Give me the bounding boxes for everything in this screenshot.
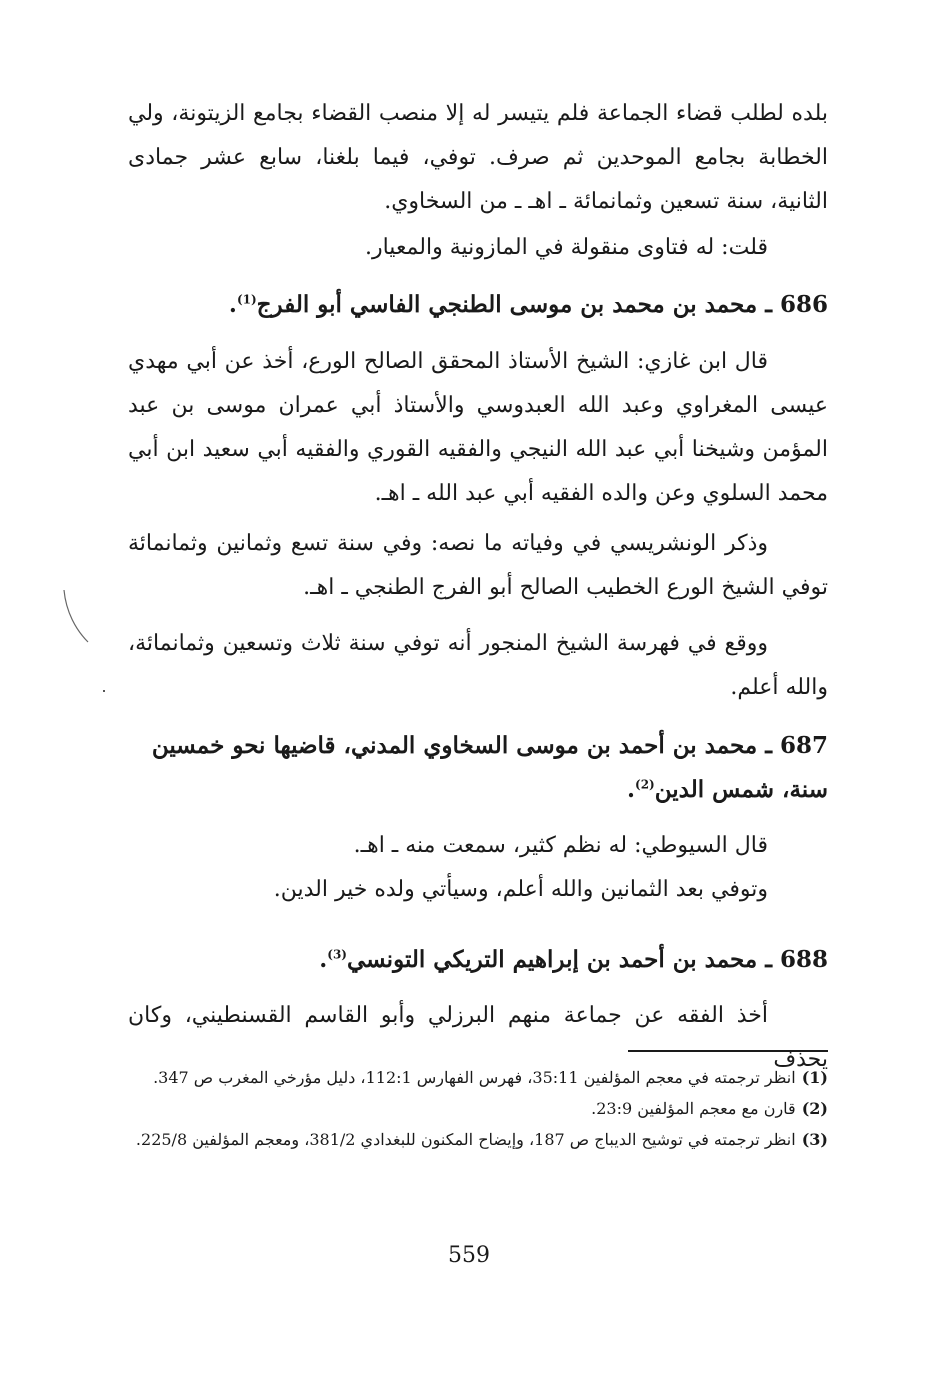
scan-artifact-mark bbox=[62, 588, 90, 644]
entry-686-heading: 686 ـ محمد بن محمد بن موسى الطنجي الفاسي أبو الفرج$^{(1)}$. bbox=[228, 291, 828, 318]
entry-688-title: ـ محمد بن أحمد بن إبراهيم التريكي التونسي bbox=[346, 946, 772, 973]
entry-688-number: 688 bbox=[779, 946, 828, 973]
entry-686-body bbox=[128, 340, 828, 516]
paragraph-4: وذكر الونشريسي في وفياته ما نصه: وفي سنة تسع وثمانين وثمانمائة توفي الشيخ الورع الخطيب الصالح أبو الفرج الطنجي ـ اهـ. bbox=[128, 531, 828, 600]
entry-686-title: ـ محمد بن محمد بن موسى الطنجي الفاسي أبو الفرج bbox=[256, 291, 772, 318]
entry-686-body-2 bbox=[128, 522, 828, 610]
paragraph-note bbox=[128, 226, 828, 270]
entry-687-footnote-ref: (2) bbox=[635, 777, 655, 792]
footnote-2-mark: (2) bbox=[801, 1099, 828, 1118]
footnote-3-text: انظر ترجمته في توشيح الديباج ص 187، وإيضاح المكنون للبغدادي 381/2، ومعجم المؤلفين 225/8. bbox=[135, 1130, 796, 1149]
paragraph-3: قال ابن غازي: الشيخ الأستاذ المحقق الصالح الورع، أخذ عن أبي مهدي عيسى المغراوي وعبد الله العبدوسي والأستاذ أبي عمران موسى بن عبد المؤمن وشيخنا أبي عبد الله النيجي والفقيه القوري والفقيه أبي سعيد ابن أبي محمد السلوي وعن والده الفقيه أبي عبد الله ـ اهـ. bbox=[128, 349, 828, 506]
footnote-3 bbox=[128, 1124, 828, 1155]
paragraph-7: وتوفي بعد الثمانين والله أعلم، وسيأتي ولده خير الدين. bbox=[273, 877, 768, 902]
scan-artifact-dot bbox=[103, 690, 105, 692]
entry-686-body-3 bbox=[128, 622, 828, 710]
entry-686-footnote-ref: (1) bbox=[236, 292, 257, 307]
entry-688-footnote-ref: (3) bbox=[327, 947, 347, 962]
page-number: 559 bbox=[448, 1243, 490, 1268]
footnote-1-mark: (1) bbox=[801, 1068, 828, 1087]
footnote-1-text: انظر ترجمته في معجم المؤلفين 35:11، فهرس الفهارس 112:1، دليل مؤرخي المغرب ص 347. bbox=[153, 1068, 796, 1087]
entry-688-heading: 688 ـ محمد بن أحمد بن إبراهيم التريكي التونسي$^{(3)}$. bbox=[319, 946, 828, 973]
entry-687-heading: 687 ـ محمد بن أحمد بن موسى السخاوي المدني، قاضيها نحو خمسين سنة، شمس الدين$^{(2)}$. bbox=[151, 732, 828, 803]
entry-687-body bbox=[128, 824, 828, 912]
entry-686-number: 686 bbox=[779, 291, 828, 318]
footnote-3-mark: (3) bbox=[801, 1130, 828, 1149]
paragraph-1: بلده لطلب قضاء الجماعة فلم يتيسر له إلا منصب القضاء بجامع الزيتونة، ولي الخطابة بجامع الموحدين ثم صرف. توفي، فيما بلغنا، سابع عشر جمادى الثانية، سنة تسعين وثمانمائة ـ اهـ ـ من السخاوي. bbox=[128, 101, 828, 214]
entry-687-number: 687 bbox=[779, 732, 828, 759]
footnote-1 bbox=[128, 1062, 828, 1093]
paragraph-2: قلت: له فتاوى منقولة في المازونية والمعيار. bbox=[364, 235, 768, 260]
paragraph-8: أخذ الفقه عن جماعة منهم البرزلي وأبو القاسم القسنطيني، وكان يحذف bbox=[128, 1003, 828, 1072]
entry-687-title: ـ محمد بن أحمد بن موسى السخاوي المدني، قاضيها نحو خمسين سنة، شمس الدين bbox=[151, 732, 828, 803]
footnote-separator bbox=[628, 1050, 828, 1052]
footnote-2-text: قارن مع معجم المؤلفين 23:9. bbox=[591, 1099, 796, 1118]
paragraph-5: ووقع في فهرسة الشيخ المنجور أنه توفي سنة ثلاث وتسعين وثمانمائة، والله أعلم. bbox=[128, 631, 828, 700]
paragraph-continuation bbox=[128, 92, 828, 224]
paragraph-6: قال السيوطي: له نظم كثير، سمعت منه ـ اهـ. bbox=[353, 833, 768, 858]
footnotes bbox=[128, 1062, 828, 1155]
footnote-2 bbox=[128, 1093, 828, 1124]
